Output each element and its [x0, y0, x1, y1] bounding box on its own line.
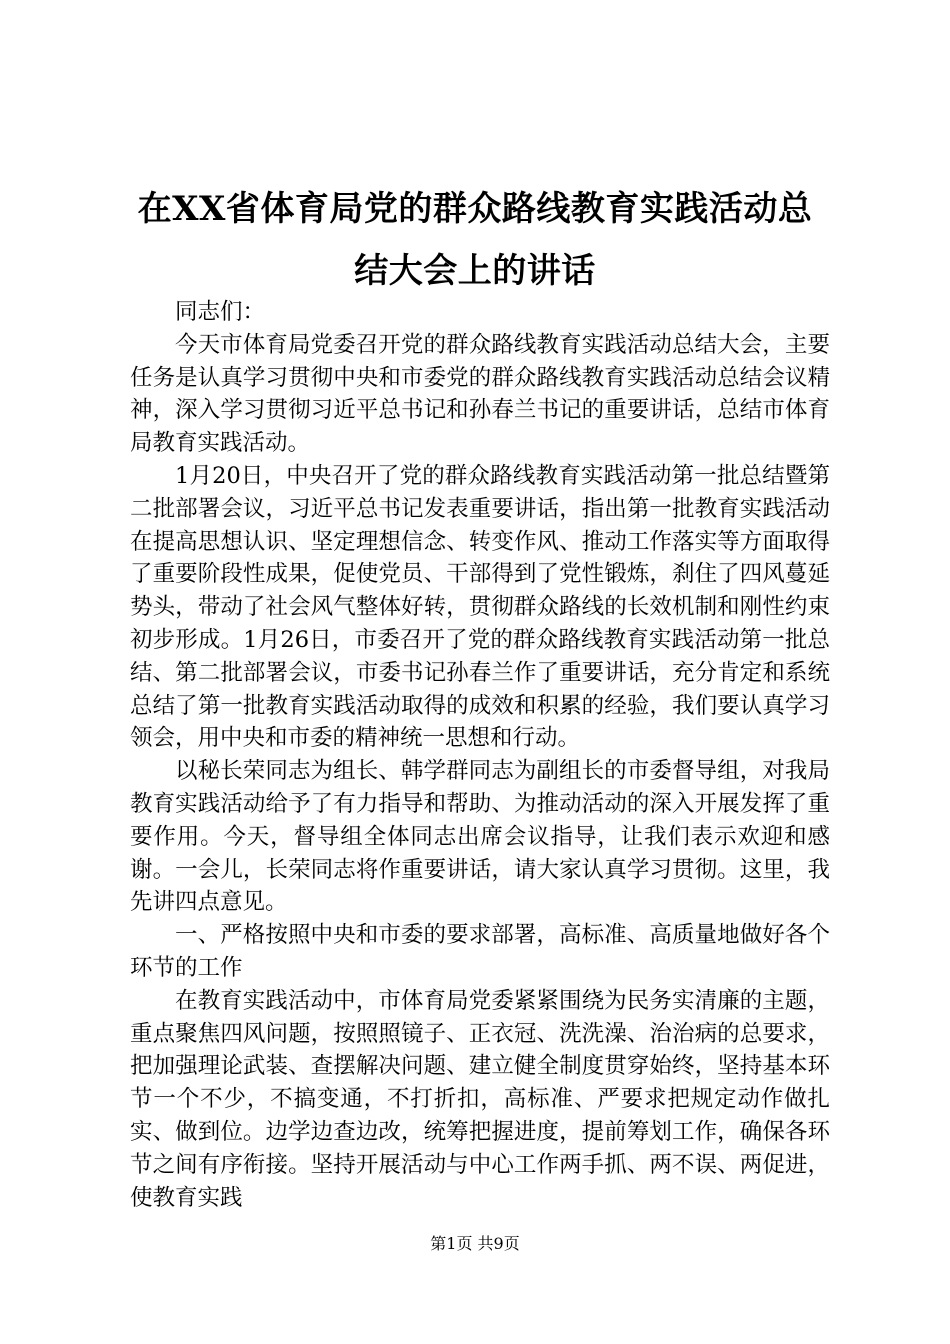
title-line-2: 结大会上的讲话 [354, 251, 596, 291]
document-body [130, 296, 830, 1214]
page-number-footer: 第1页 共9页 [430, 1234, 520, 1253]
paragraph-3: 以秘长荣同志为组长、韩学群同志为副组长的市委督导组，对我局教育实践活动给予了有力指导和帮助、为推动活动的深入开展发挥了重要作用。今天，督导组全体同志出席会议指导，让我们表示欢迎和感谢。一会儿，长荣同志将作重要讲话，请大家认真学习贯彻。这里，我先讲四点意见。 [130, 758, 830, 916]
paragraph-2: 1月20日，中央召开了党的群众路线教育实践活动第一批总结暨第二批部署会议，习近平总书记发表重要讲话，指出第一批教育实践活动在提高思想认识、坚定理想信念、转变作风、推动工作落实等方面取得了重要阶段性成果，促使党员、干部得到了党性锻炼，刹住了四风蔓延势头，带动了社会风气整体好转，贯彻群众路线的长效机制和刚性约束初步形成。1月26日，市委召开了党的群众路线教育实践活动第一批总结、第二批部署会议，市委书记孙春兰作了重要讲话，充分肯定和系统总结了第一批教育实践活动取得的成效和积累的经验，我们要认真学习领会，用中央和市委的精神统一思想和行动。 [130, 462, 830, 752]
title-line-1: 在XX省体育局党的群众路线教育实践活动总 [137, 189, 813, 229]
paragraph-4: 在教育实践活动中，市体育局党委紧紧围绕为民务实清廉的主题，重点聚焦四风问题，按照照镜子、正衣冠、洗洗澡、治治病的总要求，把加强理论武装、查摆解决问题、建立健全制度贯穿始终，坚持基本环节一个不少，不搞变通，不打折扣，高标准、严要求把规定动作做扎实、做到位。边学边查边改，统筹把握进度，提前筹划工作，确保各环节之间有序衔接。坚持开展活动与中心工作两手抓、两不误、两促进，使教育实践 [130, 987, 830, 1211]
salutation: 同志们： [175, 299, 266, 325]
section-heading-1: 一、严格按照中央和市委的要求部署，高标准、高质量地做好各个环节的工作 [130, 922, 830, 981]
document-title [100, 178, 850, 302]
paragraph-1: 今天市体育局党委召开党的群众路线教育实践活动总结大会，主要任务是认真学习贯彻中央和市委党的群众路线教育实践活动总结会议精神，深入学习贯彻习近平总书记和孙春兰书记的重要讲话，总结市体育局教育实践活动。 [130, 331, 830, 457]
